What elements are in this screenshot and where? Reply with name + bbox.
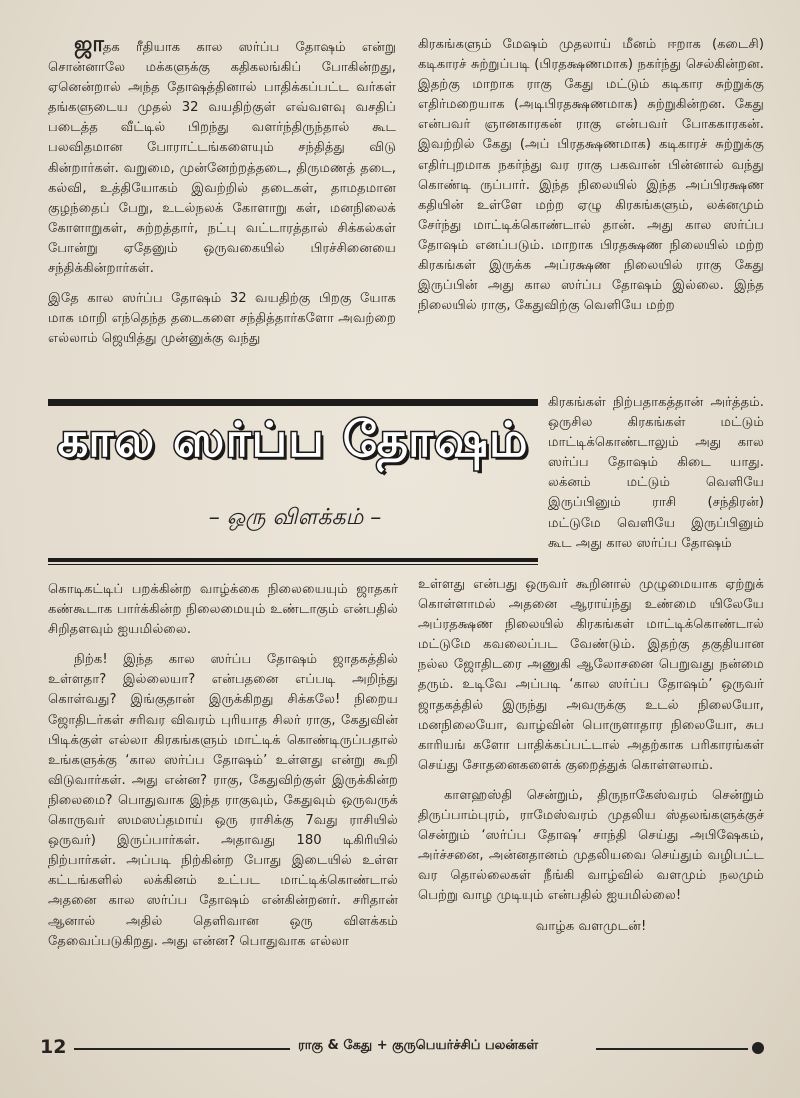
footer-bullet-icon (752, 1042, 764, 1054)
heading-top-rule (48, 399, 538, 406)
article-paragraph: கிரகங்கள் நிற்பதாகத்தான் அர்த்தம். ஒருசில கிரகங்கள் மட்டும் மாட்டிக்கொண்டாலும் அது கால ஸர்ப்ப தோஷம் கிடை யாது. லக்னம் மட்டும் வெளியே இருப்பினும் ராசி (சந்திரன்) மட்டுமே வெளியே இருப்பினும் கூட அது கால ஸர்ப்ப தோஷம் (548, 395, 764, 551)
article-paragraph: உள்ளது என்பது ஒருவர் கூறினால் முழுமையாக ஏற்றுக் கொள்ளாமல் அதனை ஆராய்ந்து உண்மை யிலேயே அப்ரதக்ஷண நிலையில் கிரகங்கள் மாட்டிக்கொண்டால் மட்டுமே கவலைப்பட வேண்டும். இதற்கு தகுதியான நல்ல ஜோதிடரை அணுகி ஆலோசனை பெறுவது நன்மை தரும். உடிவே அப்படி ‘கால ஸர்ப்ப தோஷம்’ ஒருவர் ஜாதகத்தில் இருந்து அவருக்கு உடல் நிலையோ, மனநிலையோ, வாழ்வின் பொருளாதார நிலையோ, சுப காரியங் களோ பாதிக்கப்பட்டால் அதற்காக பரிகாரங்கள் செய்து சோதனைகளைக் குறைத்துக் கொள்ளலாம். (418, 577, 764, 773)
paragraph-text: தக ரீதியாக கால ஸர்ப்ப தோஷம் என்று சொன்னாலே மக்களுக்கு கதிகலங்கிப் போகின்றது, ஏனென்றால் அந்த தோஷத்தினால் பாதிக்கப்பட்ட வர்கள் தங்களுடைய முதல் 32 வயதிற்குள் எவ்வளவு வசதிப் படைத்த வீட்டில் பிறந்து வளர்ந்திருந்தால் கூட பலவிதமான போராட்டங்களையும் சந்தித்து விடு கின்றார்கள். வறுமை, முன்னேற்றத்தடை, திருமணத் தடை, கல்வி, உத்தியோகம் இவற்றில் தடைகள், தாமதமான குழந்தைப் பேறு, உடல்நலக் கோளாறு கள், மனநிலைக் கோளாறுகள், சுற்றத்தார், நட்பு வட்டாரத்தால் சிக்கல்கள் போன்று ஏதேனும் ஒருவகையில் பிரச்சினையை சந்திக்கின்றார்கள். (48, 40, 396, 277)
footer-rule-right (596, 1048, 748, 1050)
article-paragraph (48, 32, 396, 279)
article-title: கால ஸர்ப்ப தோஷம் (57, 412, 529, 468)
page-number: 12 (40, 1036, 67, 1058)
article-column-left-bottom (48, 580, 398, 962)
article-paragraph: இதே கால ஸர்ப்ப தோஷம் 32 வயதிற்கு பிறகு யோக மாக மாறி எந்தெந்த தடைகளை சந்தித்தார்களோ அவற்றை எல்லாம் ஜெயித்து முன்னுக்கு வந்து (48, 291, 396, 347)
article-subtitle: – ஒரு விளக்கம் – (208, 505, 382, 530)
article-column-right-top (418, 35, 764, 326)
drop-cap: ஜா (74, 32, 103, 57)
article-paragraph: நிற்க! இந்த கால ஸர்ப்ப தோஷம் ஜாதகத்தில் உள்ளதா? இல்லையா? என்பதனை எப்படி அறிந்து கொள்வது? இங்குதான் இருக்கிறது சிக்கலே! நிறைய ஜோதிடர்கள் சரிவர விவரம் புரியாத சிலர் ராகு, கேதுவின் பிடிக்குள் எல்லா கிரகங்களும் மாட்டிக் கொண்டிருப்பதால் உங்களுக்கு ‘கால ஸர்ப்ப தோஷம்’ உள்ளது என்று கூறி விடுவார்கள். அது என்ன? ராகு, கேதுவிற்குள் இருக்கின்ற நிலைமை? பொதுவாக இந்த ராகுவும், கேதுவும் ஒருவருக் கொருவர் ஸமஸப்தமாய் ஒரு ராசிக்கு 7வது ராசியில் ஒருவர்) இருப்பார்கள். அதாவது 180 டிகிரியில் நிற்பார்கள். அப்படி நிற்கின்ற போது இடையில் உள்ள கட்டங்களில் லக்கினம் உட்பட மாட்டிக்கொண்டால் அதனை கால ஸர்ப்ப தோஷம் என்கின்றனர். சரிதான் ஆனால் அதில் தெளிவான ஒரு விளக்கம் தேவைப்படுகிறது. அது என்ன? பொதுவாக எல்லா (48, 652, 398, 949)
article-paragraph: காளஹஸ்தி சென்றும், திருநாகேஸ்வரம் சென்றும் திருப்பாம்புரம், ராமேஸ்வரம் முதலிய ஸ்தலங்களுக்குச் சென்றும் ‘ஸர்ப்ப தோஷ’ சாந்தி செய்து அபிஷேகம், அர்ச்சனை, அன்னதானம் முதலியவை செய்தும் வழிபட்ட வர தொல்லைகள் நீங்கி வாழ்வில் வளமும் நலமும் பெற்று வாழ முடியும் என்பதில் ஐயமில்லை! (418, 787, 764, 904)
article-paragraph: கிரகங்களும் மேஷம் முதலாய் மீனம் ஈறாக (கடைசி) கடிகாரச் சுற்றுப்படி (பிரதக்ஷணமாக) நகர்ந்து செல்கின்றன. இதற்கு மாறாக ராகு கேது மட்டும் கடிகார சுற்றுக்கு எதிர்மறையாக (அடிபிரதக்ஷணமாக) சுற்றுகின்றன. கேது என்பவர் ஞானகாரகன் ராகு என்பவர் போககாரகன். இவற்றில் கேது (அப் பிரதக்ஷணமாக) கடிகாரச் சுற்றுக்கு எதிர்புறமாக நகர்ந்து வர ராகு பகவான் பின்னால் வந்து கொண்டி ருப்பார். இந்த நிலையில் இந்த அப்பிரக்ஷண கதியின் உள்ளே மற்ற ஏழு கிரகங்களும், லக்னமும் சேர்ந்து மாட்டிக்கொண்டால் தான். அது கால ஸர்ப்ப தோஷம் எனப்படும். மாறாக பிரதக்ஷண நிலையில் மற்ற கிரகங்கள் இருக்க அப்ரக்ஷண நிலையில் ராகு கேது இருப்பின் அது கால ஸர்ப்ப தோஷம் இல்லை. இந்த நிலையில் ராகு, கேதுவிற்கு வெளியே மற்ற (418, 37, 764, 314)
article-column-left-top (48, 32, 396, 359)
publication-title: ராகு & கேது + குருபெயர்ச்சிப் பலன்கள் (298, 1038, 539, 1053)
footer-rule-left (74, 1048, 290, 1050)
heading-bottom-rule (48, 558, 538, 562)
article-paragraph: கொடிகட்டிப் பறக்கின்ற வாழ்க்கை நிலையையும் ஜாதகர் கண்கூடாக பார்க்கின்ற நிலைமையும் உண்டாகும் என்பதில் சிறிதளவும் ஐயமில்லை. (48, 582, 398, 638)
heading-bottom-hairline (48, 564, 538, 565)
article-column-right-wrap (548, 393, 764, 564)
closing-line: வாழ்க வளமுடன்! (535, 918, 647, 934)
page-footer (40, 1036, 764, 1060)
article-column-right-bottom (418, 575, 764, 947)
